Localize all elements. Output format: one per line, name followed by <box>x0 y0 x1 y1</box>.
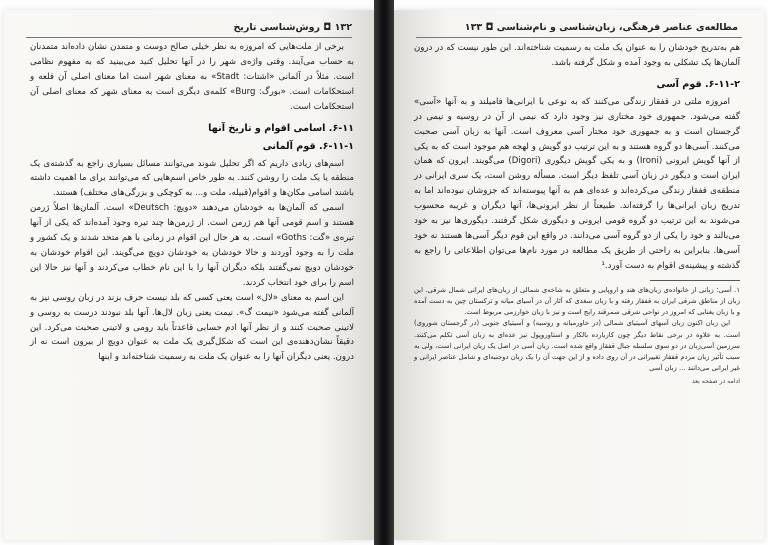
section-heading-6-11-1: ۶-۱۱-۱. قوم آلمانی <box>262 140 354 152</box>
right-page <box>394 10 764 540</box>
right-page-body <box>414 41 740 390</box>
right-paragraph-1: امروزه ملتی در قفقاز زندگی می‌کنند که به نوعی با ایرانی‌ها فامیلند و به آنها «آسی» گفته می‌شود. جمهوری خود مختاری نیز وجود دارد که نیمی از آن در روسیه و نیمی در گرجستان است و به جمهوری خود مختار آسی معروف است. آنها به زبان آسی صحبت می‌کنند. آسی‌ها دو گروه هستند و به این ترتیب دو گویش و لهجه هم موجود است که به یکی از آنها گویش ایرونی (Ironi) و به یکی گویش دیگوری (Digori) می‌گویند. ایرون که همان ایران است و دیگور در زبان آسی تلفظ دیگر است. مسأله روشن است، یک سری ایرانی در منطقه‌ی قفقاز زندگی می‌کرده‌اند و عده‌ای هم به آنها پیوسته‌اند که جزوشان نبوده‌اند اما به تدریج زبان ایرانی‌ها را گرفته‌اند. طبیعتاً از نظر ایرونی‌ها، آنها دیگران و غریبه محسوب می‌شوند به این ترتیب دو گروه قومی ایرونی و دیگوری شکل گرفتند. دیگوری‌ها نیز به خود می‌بالند و خود را یکی از دو گروه آسی می‌دانند. در واقع این قوم دیگر آسی‌ها هستند نه خود آسی‌ها. بنابراین به راحتی از طریق یک مطالعه در مورد نام‌ها می‌توان اطلاعاتی را راجع به گذشته و پیشینه‌ی اقوام به دست آورد.¹ <box>414 96 740 271</box>
right-paragraph-0: هم به‌تدریج خودشان را به عنوان یک ملت به رسمیت شناخته‌اند. این طور نیست که در درون آلمان‌ها یک تشکلی به وجود آمده و شکل گرفته باشد. <box>414 43 740 68</box>
left-header-rule <box>26 37 352 38</box>
left-paragraph-3: این اسم به معنای «لال» است یعنی کسی که بلد نیست حرف بزند در زبان روسی نیز به آلمانی گفته می‌شود «نیمت گ». نیمت یعنی زبان لال‌ها. آنها بلد نبودند درست به روسی و لاتینی صحبت کنند و از نظر آنها ادم حسابی قاعدتاً باید رومی و لاتینی صحبت می‌کرد. این دقیقاً نشان‌دهنده‌ی این است که شکل‌گیری یک ملت به عنوان دویچ از بیرون است نه از درون. یعنی دیگران آنها را به عنوان یک ملت به رسمیت شناخته‌اند و اینها <box>30 292 354 363</box>
footnote-continuation-note: ادامه در صفحه بعد <box>691 378 740 386</box>
left-running-header: ۱۳۲ ◘ روش‌شناسی تاریخ <box>233 22 352 33</box>
left-page-body <box>30 40 354 365</box>
left-paragraph-1: اسم‌های زیادی داریم که اگر تحلیل شوند می‌توانند مسائل بسیاری راجع به گذشته‌ی یک منطقه یا یک ملت را روشن کنند. به طور خاص اسم‌هایی که می‌توانند برای ما اهمیت داشته باشند اسامی مکان‌ها و اقوام(قبیله، ملت و... به کوچکی و بزرگی‌های مختلف) هستند. <box>30 158 354 199</box>
footnote-1: ۱. آسی: زبانی از خانواده‌ی زبان‌های هند و اروپایی و متعلق به شاخه‌ی شمالی از زبان‌های ایرانی شمال شرقی. این زبان از مناطق شرقی ایران به قفقاز رفته و با زبان سغدی که آثار آن در آسیای میانه و ترکستان چین به دست آمده و با زبان یغنابی که امروز در نواحی شرقی سمرقند رایج است و نیز با زبان خوارزمی مربوط است. <box>414 285 740 317</box>
section-heading-6-11-2: ۶-۱۱-۲. قوم آسی <box>656 78 740 90</box>
left-intro-paragraph: برخی از ملت‌هایی که امروزه به نظر خیلی صالح دوست و متمدن نشان داده‌اند متمدنان به حساب می‌آیند. وقتی واژه‌ی شهر را در آنها تحلیل کنید می‌بینید که به مفهوم نظامی است. مثلاً در آلمانی «اشتات: Stadt» به معنای شهر است اما معنای اصلی آن قلعه و استحکامات است. «بورگ: Burg» کلمه‌ی دیگری است به معنای شهر که معنای اصلی آن استحکامات است. <box>30 42 355 112</box>
footnote-1-continued: این زبان اکنون زبان آسهای آسیتیای شمالی (در خاورمیانه و روسیه) و آسیتیای جنوبی (در گرجستان شوروی) است. به علاوه در برخی نقاط دیگر چون کاربارده بالکار و استاوروپول نیز عده‌ای به زبان آسی تکلم می‌کنند. سرزمین آسی‌زبان در دو سوی سلسله جبال قفقاز واقع شده است. زبان آسی در اصل یک زبان ایرانی است، ولی به سبب تأثیر زبان مردم قفقاز تغییراتی در آن روی داده و از این جهت آن را یک زبان دوجنبه‌ای و شامل عناصر ایرانی و غیر ایرانی می‌دانند ... زبان آسی <box>414 319 740 373</box>
left-page <box>4 10 374 540</box>
footnote-rule <box>650 280 740 281</box>
right-header-rule <box>416 37 742 38</box>
right-running-header: مطالعه‌ی عناصر فرهنگی، زبان‌شناسی و نام‌شناسی ◘ ۱۳۳ <box>464 22 738 33</box>
book-gutter <box>374 0 394 545</box>
left-paragraph-2: اسمی که آلمان‌ها به خودشان می‌دهند «دویچ: Deutsch» است. آلمان‌ها اصلاً ژرمن هستند و اسم قومی آنها هم ژرمن است. از ژرمن‌ها چند تیره وجود آمده‌اند که یکی از آنها تیره‌ی «گت: Goths» است. به هر حال این اقوام در زمانی با هم متحد شدند و یک کشور و ملت را به وجود آوردند و حالا خودشان به خودشان دویچ می‌گویند. این اقوام خودشان به خودشان دویچ نمی‌گفتند بلکه دیگران آنها را با این نام خطاب می‌کردند و آنها نیز حالا این اسم را برای خود انتخاب کردند. <box>30 203 354 288</box>
section-heading-6-11: ۶-۱۱. اسامی اقوام و تاریخ آنها <box>208 122 354 134</box>
